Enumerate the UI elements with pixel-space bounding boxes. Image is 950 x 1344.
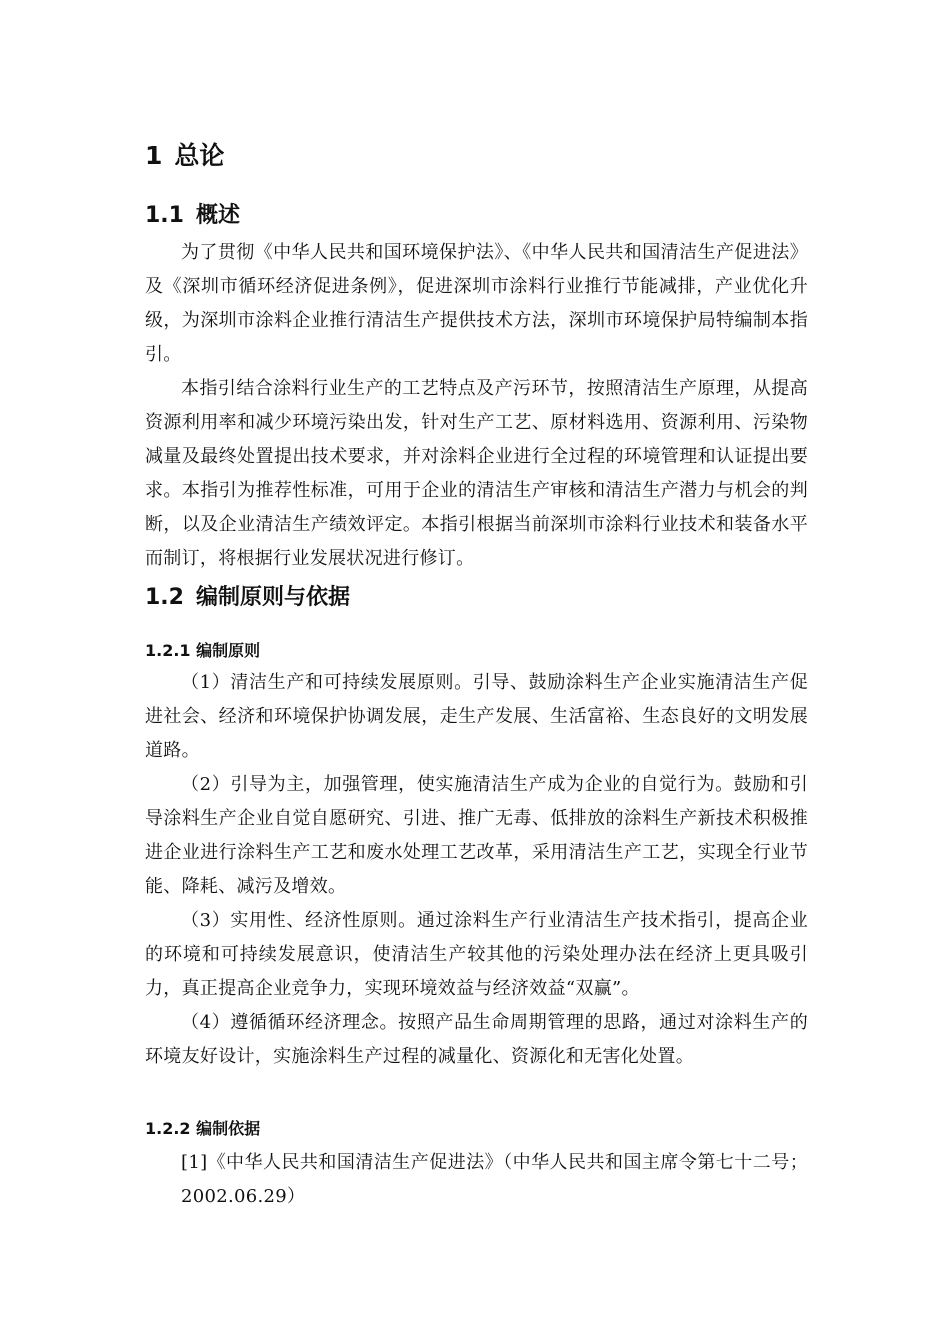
principle-paragraph-1: （1）清洁生产和可持续发展原则。引导、鼓励涂料生产企业实施清洁生产促进社会、经济和环境保护协调发展，走生产发展、生活富裕、生态良好的文明发展道路。	[145, 672, 808, 761]
principle-paragraph-4: （4）遵循循环经济理念。按照产品生命周期管理的思路，通过对涂料生产的环境友好设计，实施涂料生产过程的减量化、资源化和无害化处置。	[145, 1012, 808, 1067]
chapter-title: 总论	[174, 141, 225, 170]
overview-paragraph-2: 本指引结合涂料行业生产的工艺特点及产污环节，按照清洁生产原理，从提高资源利用率和减少环境污染出发，针对生产工艺、原材料选用、资源利用、污染物减量及最终处置提出技术要求，并对涂料企业进行全过程的环境管理和认证提出要求。本指引为推荐性标准，可用于企业的清洁生产审核和清洁生产潜力与机会的判断，以及企业清洁生产绩效评定。本指引根据当前深圳市涂料行业技术和装备水平而制订，将根据行业发展状况进行修订。	[145, 378, 808, 569]
section-1-2-heading	[145, 580, 350, 611]
section-1-1-title: 概述	[195, 203, 240, 228]
chapter-number: 1	[145, 141, 163, 170]
principle-paragraph-2: （2）引导为主，加强管理，使实施清洁生产成为企业的自觉行为。鼓励和引导涂料生产企业自觉自愿研究、引进、推广无毒、低排放的涂料生产新技术积极推进企业进行涂料生产工艺和废水处理工艺改革，采用清洁生产工艺，实现全行业节能、降耗、减污及增效。	[145, 774, 808, 897]
section-1-1-heading	[145, 198, 240, 229]
chapter-heading	[145, 136, 224, 172]
section-1-2-1-heading: 1.2.1 编制原则	[145, 641, 261, 660]
section-1-2-2-heading: 1.2.2 编制依据	[145, 1119, 261, 1138]
section-1-2-title: 编制原则与依据	[195, 585, 350, 610]
section-1-2-number: 1.2	[145, 585, 184, 610]
section-1-1-number: 1.1	[145, 203, 184, 228]
reference-item: [1]《中华人民共和国清洁生产促进法》（中华人民共和国主席令第七十二号；2002.06.29）	[181, 1152, 808, 1207]
overview-paragraph-1: 为了贯彻《中华人民共和国环境保护法》、《中华人民共和国清洁生产促进法》及《深圳市循环经济促进条例》，促进深圳市涂料行业推行节能减排，产业优化升级，为深圳市涂料企业推行清洁生产提供技术方法，深圳市环境保护局特编制本指引。	[145, 242, 808, 365]
principle-paragraph-3: （3）实用性、经济性原则。通过涂料生产行业清洁生产技术指引，提高企业的环境和可持续发展意识，使清洁生产较其他的污染处理办法在经济上更具吸引力，真正提高企业竞争力，实现环境效益与经济效益“双赢”。	[145, 910, 808, 999]
